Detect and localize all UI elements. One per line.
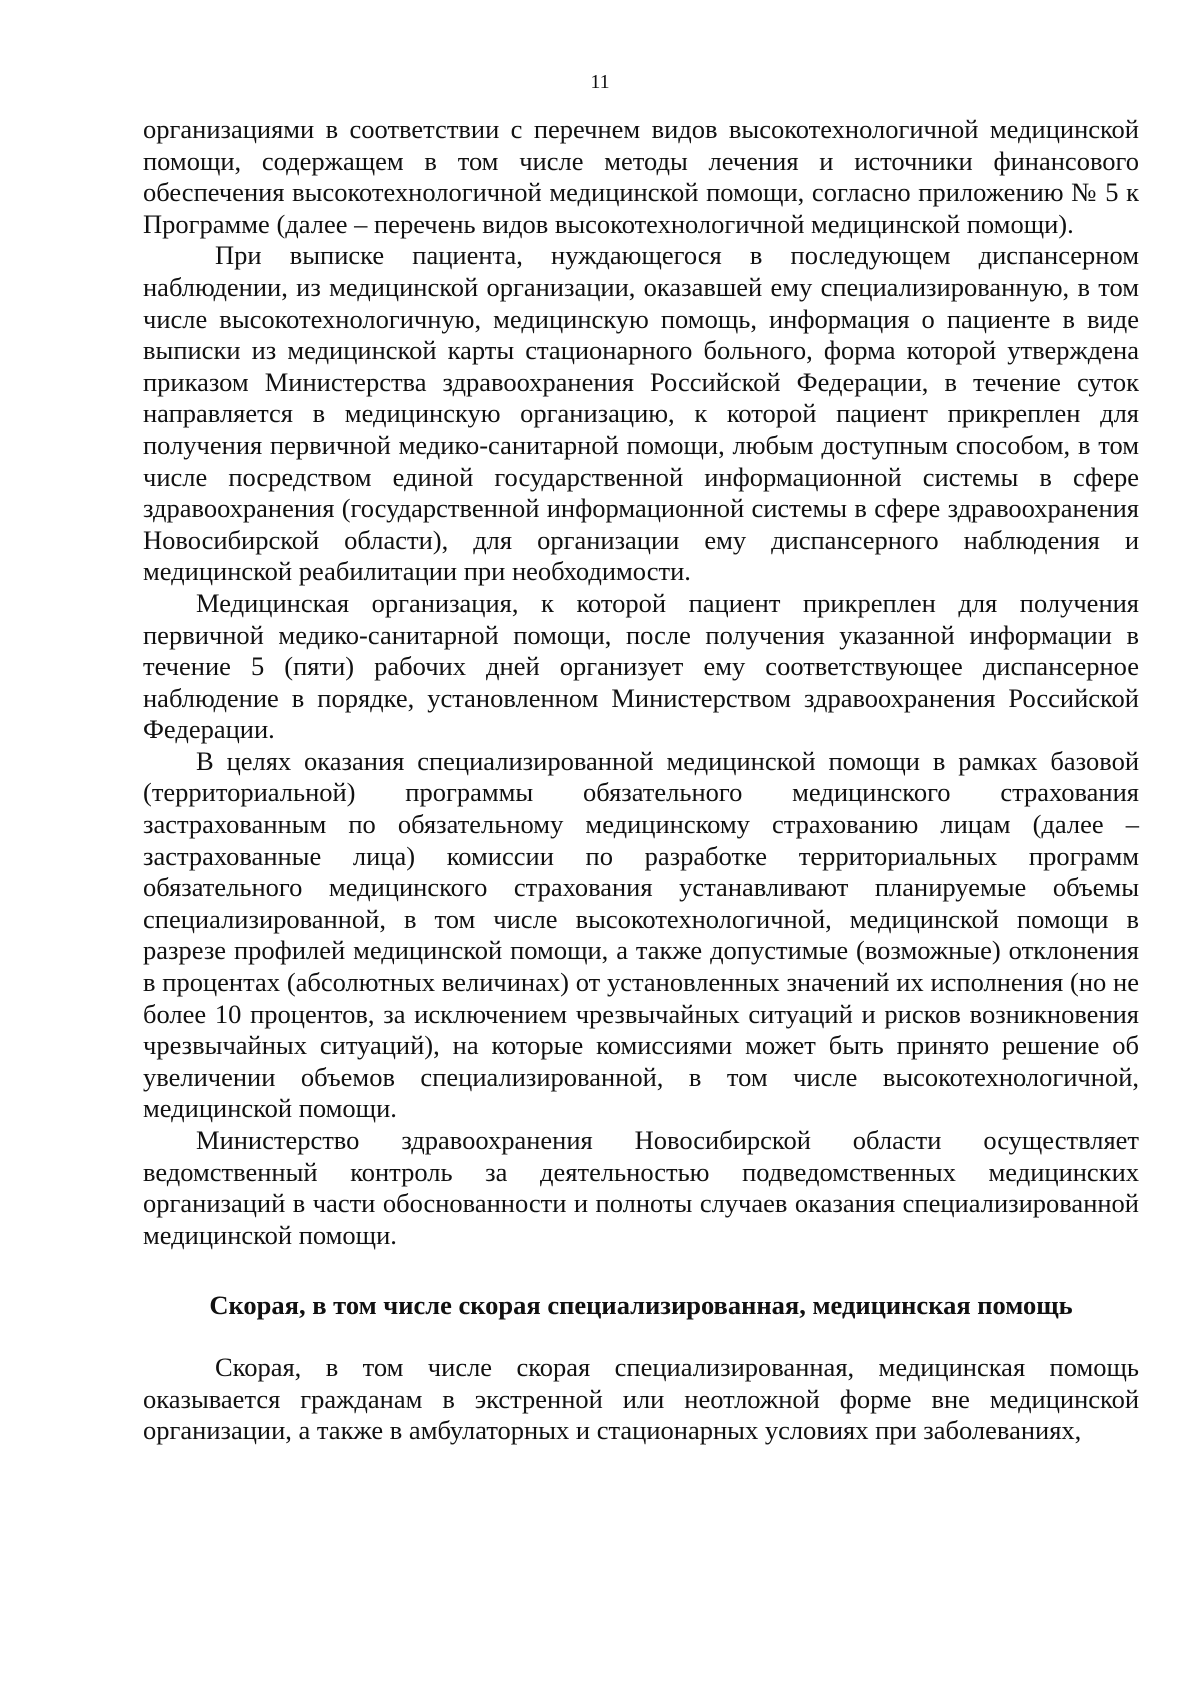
section-heading-emergency-care: Скорая, в том числе скорая специализированная, медицинская помощь <box>209 1290 1073 1321</box>
page-number: 11 <box>590 71 610 93</box>
document-body <box>143 114 1139 1447</box>
paragraph-emergency-care: Скорая, в том числе скорая специализированная, медицинская помощь оказывается гражданам в экстренной или неотложной форме вне медицинской организации, а также в амбулаторных и стационарных условиях при заболеваниях, <box>143 1351 1139 1446</box>
paragraph-ministry-control: Министерство здравоохранения Новосибирской области осуществляет ведомственный контроль за деятельностью подведомственных медицинских организаций в части обоснованности и полноты случаев оказания специализированной медицинской помощи. <box>143 1125 1139 1250</box>
paragraph-specialized-care-volumes: В целях оказания специализированной медицинской помощи в рамках базовой (территориальной) программы обязательного медицинского страхования застрахованным по обязательному медицинскому страхованию лицам (далее – застрахованные лица) комиссии по разработке территориальных программ обязательного медицинского страхования устанавливают планируемые объемы специализированной, в том числе высокотехнологичной, медицинской помощи в разрезе профилей медицинской помощи, а также допустимые (возможные) отклонения в процентах (абсолютных величинах) от установленных значений их исполнения (но не более 10 процентов, за исключением чрезвычайных ситуаций и рисков возникновения чрезвычайных ситуаций), на которые комиссиями может быть принято решение об увеличении объемов специализированной, в том числе высокотехнологичной, медицинской помощи. <box>143 745 1139 1124</box>
paragraph-hightech-list-continuation: организациями в соответствии с перечнем видов высокотехнологичной медицинской помощи, содержащем в том числе методы лечения и источники финансового обеспечения высокотехнологичной медицинской помощи, согласно приложению № 5 к Программе (далее – перечень видов высокотехнологичной медицинской помощи). <box>143 114 1139 239</box>
paragraph-dispensary-observation: Медицинская организация, к которой пациент прикреплен для получения первичной медико-санитарной помощи, после получения указанной информации в течение 5 (пяти) рабочих дней организует ему соответствующее диспансерное наблюдение в порядке, установленном Министерством здравоохранения Российской Федерации. <box>143 587 1139 745</box>
paragraph-patient-discharge: При выписке пациента, нуждающегося в последующем диспансерном наблюдении, из медицинской организации, оказавшей ему специализированную, в том числе высокотехнологичную, медицинскую помощь, информация о пациенте в виде выписки из медицинской карты стационарного больного, форма которой утверждена приказом Министерства здравоохранения Российской Федерации, в течение суток направляется в медицинскую организацию, к которой пациент прикреплен для получения первичной медико-санитарной помощи, любым доступным способом, в том числе посредством единой государственной информационной системы в сфере здравоохранения (государственной информационной системы в сфере здравоохранения Новосибирской области), для организации ему диспансерного наблюдения и медицинской реабилитации при необходимости. <box>143 240 1139 587</box>
